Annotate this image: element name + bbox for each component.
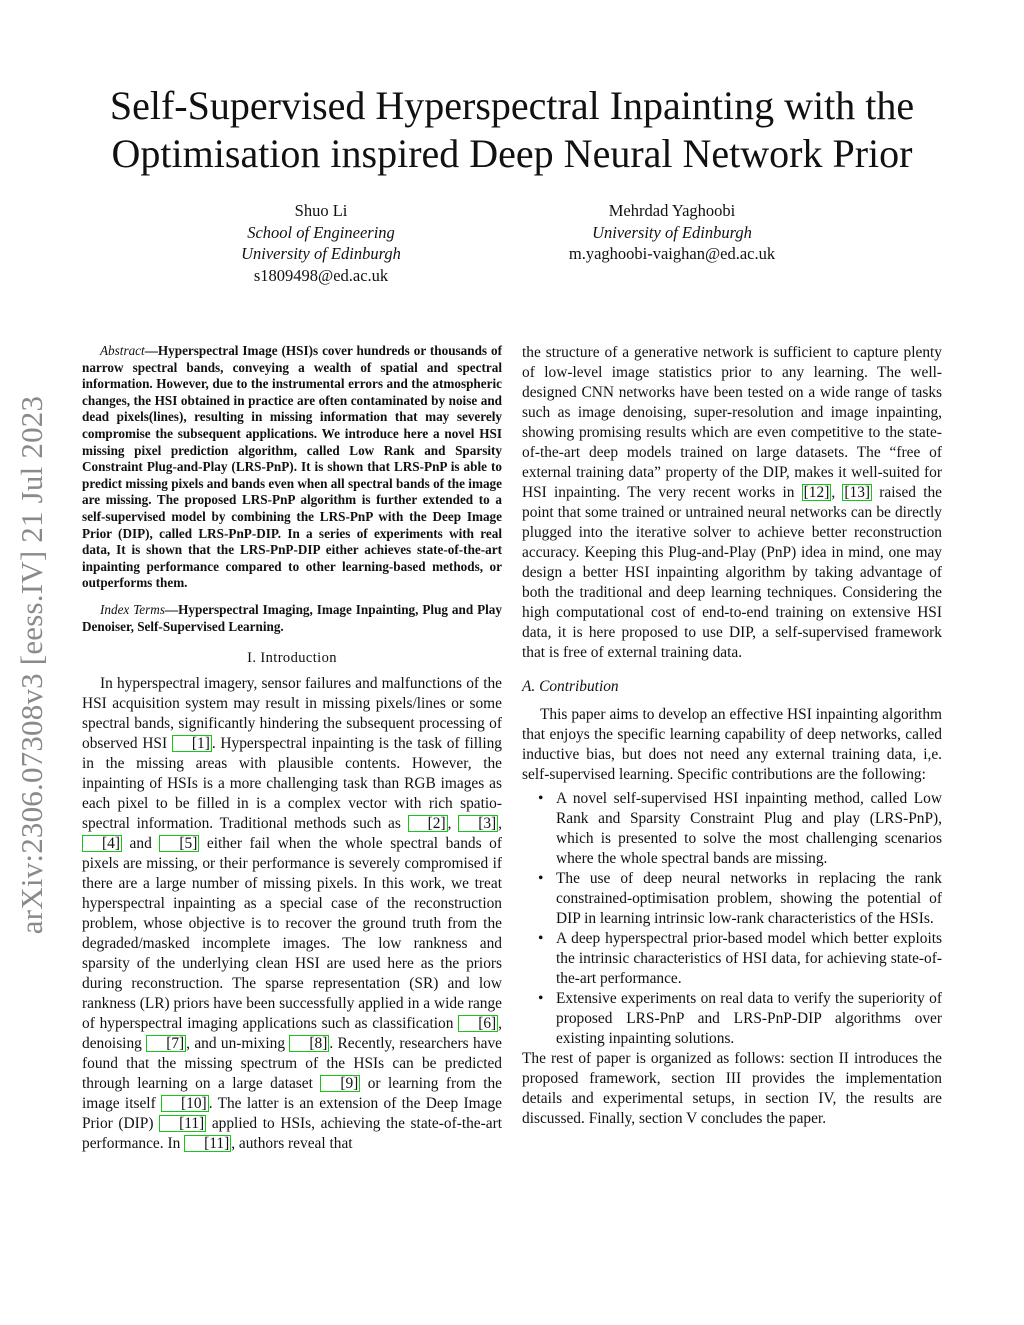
citation-link[interactable]: [5] — [159, 835, 199, 852]
paragraph-text: , — [498, 815, 502, 833]
author-affiliation: University of Edinburgh — [241, 244, 401, 263]
paragraph-text: , — [447, 815, 459, 833]
abstract — [82, 343, 502, 592]
list-item-text: Extensive experiments on real data to verify the superiority of proposed LRS-PnP and LRS-PnP-DIP algorithms over existing inpainting solutions. — [556, 990, 942, 1047]
arxiv-identifier-text: arXiv:2306.07308v3 [eess.IV] 21 Jul 2023 — [14, 395, 50, 935]
author-affiliation: University of Edinburgh — [592, 222, 752, 242]
title-line-1: Self-Supervised Hyperspectral Inpainting with the — [109, 83, 915, 128]
left-column — [82, 343, 502, 1154]
bullet-icon: • — [538, 790, 544, 807]
intro-paragraph — [82, 674, 502, 1154]
bullet-icon: • — [538, 930, 544, 947]
index-terms-label: Index Terms — [100, 601, 165, 617]
list-item-text: A deep hyperspectral prior-based model which better exploits the intrinsic characteristics of HSI data, for achieving state-of-the-art performance. — [556, 930, 942, 987]
list-item-text: The use of deep neural networks in replacing the rank constrained-optimisation problem, showing the potential of DIP in learning intrinsic low-rank characteristics of the HSIs. — [556, 870, 942, 927]
author-block-1 — [196, 200, 446, 286]
citation-link[interactable]: [4] — [82, 835, 122, 852]
paragraph-text: or learning from the image itself — [82, 1075, 502, 1113]
bullet-icon: • — [538, 870, 544, 887]
citation-link[interactable]: [3] — [458, 815, 498, 832]
list-item-text: A novel self-supervised HSI inpainting method, called Low Rank and Sparsity Constraint Plug and play (LRS-PnP), which is presented to solve the most challenging scenarios where the whole spectral bands are missing. — [556, 790, 942, 867]
author-email: s1809498@ed.ac.uk — [253, 265, 389, 285]
paper-title — [60, 82, 964, 178]
subsection-heading-contribution: A. Contribution — [522, 678, 619, 695]
paragraph-text: , authors reveal that — [231, 1135, 353, 1153]
citation-link[interactable]: [12] — [803, 484, 830, 501]
paragraph-text: applied to HSIs, achieving the state-of-the-art performance. In — [82, 1115, 502, 1153]
arxiv-identifier-stamp — [8, 365, 56, 965]
paragraph-text: . Recently, researchers have found that the missing spectrum of the HSIs can be predicted through learning on a large dataset — [82, 1035, 502, 1093]
citation-link[interactable]: [1] — [172, 735, 212, 752]
list-item — [522, 789, 942, 869]
list-item — [522, 929, 942, 989]
list-item — [522, 989, 942, 1049]
citation-link[interactable]: [11] — [184, 1135, 231, 1152]
contribution-list — [522, 789, 942, 1049]
citation-link[interactable]: [7] — [146, 1035, 186, 1052]
paragraph-text: either fail when the whole spectral bands of pixels are missing, or their performance is severely compromised if there are a large number of missing pixels. In this work, we treat hyperspectral inpainting as a special case of the reconstruction problem, whose objective is to recover the ground truth from the degraded/masked incomplete images. The low rankness and sparsity of the underlying clean HSI are used here as the priors during reconstruction. The sparse representation (SR) and low rankness (LR) priors have been successfully applied in a wide range of hyperspectral imaging applications such as classification — [82, 835, 502, 1033]
index-terms-text: —Hyperspectral Imaging, Image Inpainting, Plug and Play Denoiser, Self-Supervised Learning. — [82, 601, 502, 634]
author-name: Mehrdad Yaghoobi — [608, 201, 736, 220]
paragraph-text: In hyperspectral imagery, sensor failures and malfunctions of the HSI acquisition system may result in missing pixels/lines or some spectral bands, significantly hindering the subsequent processing of observed HSI — [82, 675, 502, 753]
paragraph-text: . Hyperspectral inpainting is the task of filling in the missing areas with plausible contents. However, the inpainting of HSIs is a more challenging task than RGB images as each pixel to be filled in is a complex vector with rich spatio-spectral information. Traditional methods such as — [82, 735, 502, 833]
right-column — [522, 343, 942, 1129]
paragraph-text: . The latter is an extension of the Deep Image Prior (DIP) — [82, 1095, 502, 1133]
author-affiliation: School of Engineering — [247, 222, 395, 242]
paragraph-text: raised the point that some trained or untrained neural networks can be directly plugged into the iterative solver to achieve better reconstruction accuracy. Keeping this Plug-and-Play (PnP) idea in mind, one may design a better HSI inpainting algorithm by taking advantage of both the traditional and deep learning techniques. Considering the high computational cost of end-to-end training on extensive HSI data, it is here proposed to use DIP, a self-supervised framework that is free of external training data. — [522, 484, 943, 661]
author-name: Shuo Li — [294, 201, 348, 220]
citation-link[interactable]: [6] — [458, 1015, 498, 1032]
author-email: m.yaghoobi-vaighan@ed.ac.uk — [568, 244, 776, 263]
citation-link[interactable]: [2] — [408, 815, 448, 832]
citation-link[interactable]: [9] — [320, 1075, 360, 1092]
paragraph-text: the structure of a generative network is sufficient to capture plenty of low-level image statistics prior to any learning. The well-designed CNN networks have been tested on a wide range of tasks such as image denoising, super-resolution and image inpainting, showing promising results which are even competitive to the state-of-the-art deep models trained on large datasets. The “free of external training data” property of the DIP, makes it well-suited for HSI inpainting. The very recent works in — [522, 344, 942, 501]
section-heading-introduction: I. Introduction — [247, 650, 337, 667]
paragraph-text: and — [121, 835, 160, 853]
citation-link[interactable]: [13] — [844, 484, 871, 501]
author-block-2 — [522, 200, 822, 265]
bullet-icon: • — [538, 990, 544, 1007]
paragraph-text: , denoising — [82, 1015, 502, 1053]
list-item — [522, 869, 942, 929]
citation-link[interactable]: [11] — [159, 1115, 206, 1132]
citation-link[interactable]: [10] — [161, 1095, 209, 1112]
citation-link[interactable]: [8] — [289, 1035, 329, 1052]
contribution-paragraph: This paper aims to develop an effective HSI inpainting algorithm that enjoys the specific learning capability of deep networks, called inductive bias, but does not need any external training data, i,e. self-supervised learning. Specific contributions are the following: — [522, 706, 942, 783]
index-terms — [82, 602, 502, 635]
abstract-text: —Hyperspectral Image (HSI)s cover hundreds or thousands of narrow spectral bands, conveying a wealth of spatial and spectral information. However, due to the instrumental errors and the atmospheric changes, the HSI obtained in practice are often contaminated by noise and dead pixels(lines), resulting in missing information that may severely compromise the subsequent applications. We introduce here a novel HSI missing pixel prediction algorithm, called Low Rank and Sparsity Constraint Plug-and-Play (LRS-PnP). It is shown that LRS-PnP is able to predict missing pixels and bands even when all spectral bands of the image are missing. The proposed LRS-PnP algorithm is further extended to a self-supervised model by combining the LRS-PnP with the Deep Image Prior (DIP), called LRS-PnP-DIP. In a series of experiments with real data, It is shown that the LRS-PnP-DIP either achieves state-of-the-art inpainting performance compared to other learning-based methods, or outperforms them. — [82, 343, 502, 591]
title-line-2: Optimisation inspired Deep Neural Network Prior — [111, 131, 913, 176]
abstract-label: Abstract — [100, 343, 145, 358]
dip-paragraph — [522, 343, 942, 663]
paragraph-text: , — [831, 484, 843, 501]
paper-organization-paragraph: The rest of paper is organized as follows: section II introduces the proposed framework, section III provides the implementation details and experimental setups, in section IV, the results are discussed. Finally, section V concludes the paper. — [522, 1050, 942, 1127]
paragraph-text: , and un-mixing — [186, 1035, 290, 1053]
